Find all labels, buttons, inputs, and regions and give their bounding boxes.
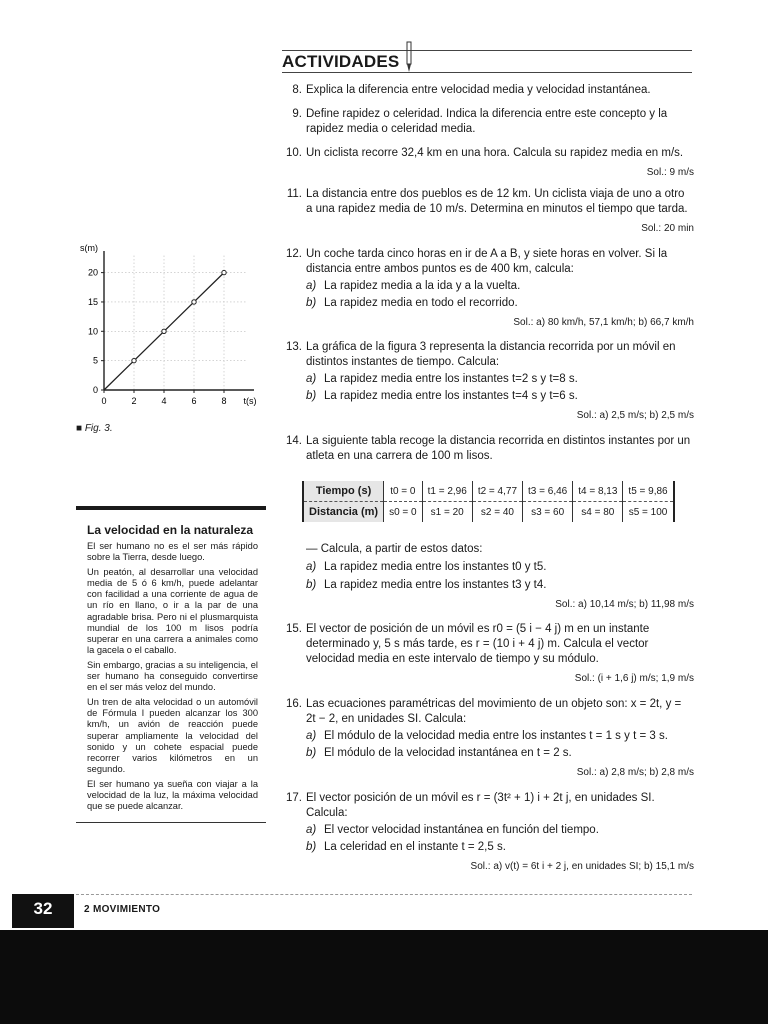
table-cell: s0 = 0 xyxy=(384,502,423,523)
exercise-text: La gráfica de la figura 3 representa la distancia recorrida por un móvil en distintos instantes de tiempo. Calcula: xyxy=(306,341,676,368)
sidebar-paragraph: El ser humano no es el ser más rápido sobre la Tierra, desde luego. xyxy=(87,541,258,563)
data-table-wrapper xyxy=(302,481,675,522)
sidebar-box xyxy=(76,506,266,823)
subitem-a: El módulo de la velocidad media entre los instantes t = 1 s y t = 3 s. xyxy=(324,730,668,742)
exercise-text: Un coche tarda cinco horas en ir de A a B, y siete horas en volver. Si la distancia entre ambos puntos es de 400 km, calcula: xyxy=(306,248,668,275)
exercise-number: 16. xyxy=(286,698,302,710)
subitem-b: La rapidez media en todo el recorrido. xyxy=(324,297,518,309)
exercise-10 xyxy=(282,146,694,180)
exercise-text: Define rapidez o celeridad. Indica la diferencia entre este concepto y la rapidez media o celeridad media. xyxy=(306,108,668,135)
figure-caption xyxy=(76,423,113,434)
subitem-a: La rapidez media a la ida y a la vuelta. xyxy=(324,280,521,292)
exercise-number: 11. xyxy=(286,188,302,200)
data-table xyxy=(302,481,675,522)
solution: Sol.: a) 2,5 m/s; b) 2,5 m/s xyxy=(576,410,694,421)
sidebar-paragraph: Un tren de alta velocidad o un automóvil de Fórmula I pueden alcanzar los 300 km/h, un avión de reacción puede superar ampliamente la velocidad del sonido y un cohete espacial puede recorrer varios kilómetros en un segundo. xyxy=(87,697,258,774)
bullet-square-icon: ■ xyxy=(76,423,83,434)
exercise-number: 12. xyxy=(286,248,302,260)
subitem-a: La rapidez media entre los instantes t0 y t5. xyxy=(324,561,547,573)
figure-caption-text: Fig. 3. xyxy=(84,423,113,434)
page-number: 32 xyxy=(12,894,74,928)
distance-time-chart xyxy=(70,240,270,420)
exercise-number: 14. xyxy=(286,435,302,447)
sidebar-paragraph: Sin embargo, gracias a su inteligencia, el ser humano ha conseguido convertirse en el ser más veloz del mundo. xyxy=(87,659,258,693)
y-tick-label: 0 xyxy=(92,385,98,395)
exercise-intro: — Calcula, a partir de estos datos: xyxy=(306,543,483,555)
exercise-text: Explica la diferencia entre velocidad media y velocidad instantánea. xyxy=(306,84,651,96)
table-cell: s4 = 80 xyxy=(573,502,623,523)
sidebar-title: La velocidad en la naturaleza xyxy=(87,523,254,537)
exercise-number: 8. xyxy=(292,84,302,96)
subitem-a: El vector velocidad instantánea en función del tiempo. xyxy=(324,824,599,836)
table-cell: t3 = 6,46 xyxy=(523,481,573,502)
activities-title: ACTIVIDADES xyxy=(282,52,400,71)
data-point xyxy=(192,300,196,304)
solution: Sol.: a) 10,14 m/s; b) 11,98 m/s xyxy=(555,599,694,610)
table-cell: s3 = 60 xyxy=(523,502,573,523)
solution: Sol.: 20 min xyxy=(641,223,694,234)
exercise-12: 12. Un coche tarda cinco horas en ir de A a B, y siete horas en volver. Si la distancia entre ambos puntos es de 400 km, calcula: a) La rapidez media a la ida y a la vuelta. b) La rapidez media en todo el recorrido. Sol.: a) 80 km/h, 57,1 km/h; b) 66,7 km/h xyxy=(282,247,694,330)
header-rule-bottom xyxy=(282,72,692,73)
exercise-11 xyxy=(282,187,694,236)
exercise-13: 13. La gráfica de la figura 3 representa la distancia recorrida por un móvil en distintos instantes de tiempo. Calcula: a) La rapidez media entre los instantes t=2 s y t=8 s. b) La rapidez media entre los instantes t=4 s y t=6 s. Sol.: a) 2,5 m/s; b) 2,5 m/s xyxy=(282,340,694,423)
x-tick-label: 4 xyxy=(161,396,167,406)
table-cell: s2 = 40 xyxy=(472,502,522,523)
exercise-number: 13. xyxy=(286,341,302,353)
header-rule-top xyxy=(282,50,692,51)
footer-rule xyxy=(76,894,692,895)
pencil-icon xyxy=(402,40,416,74)
exercise-text: El vector posición de un móvil es r = (3t² + 1) i + 2t j, en unidades SI. Calcula: xyxy=(306,792,655,819)
y-tick-label: 5 xyxy=(92,355,98,366)
exercise-9 xyxy=(282,107,694,137)
exercise-text: La distancia entre dos pueblos es de 12 km. Un ciclista viaja de uno a otro a una rapidez media de 10 m/s. Determina en minutos el tiempo que tarda. xyxy=(306,188,688,215)
exercise-17: 17. El vector posición de un móvil es r = (3t² + 1) i + 2t j, en unidades SI. Calcula: a) El vector velocidad instantánea en función del tiempo. b) La celeridad en el instante t = 2,5 s. Sol.: a) v(t) = 6t i + 2 j, en unidades SI; b) 15,1 m/s xyxy=(282,791,694,874)
solution: Sol.: 9 m/s xyxy=(646,167,694,178)
exercise-15 xyxy=(282,622,694,686)
x-tick-label: 8 xyxy=(221,396,227,406)
x-axis-label: t(s) xyxy=(243,396,257,406)
subitem-b: El módulo de la velocidad instantánea en t = 2 s. xyxy=(324,747,572,759)
table-cell: t1 = 2,96 xyxy=(422,481,472,502)
exercise-8 xyxy=(282,83,694,98)
table-cell: s5 = 100 xyxy=(623,502,674,523)
sidebar-paragraph: El ser humano ya sueña con viajar a la velocidad de la luz, la máxima velocidad que se puede alcanzar. xyxy=(87,778,258,812)
footer-dark-band xyxy=(0,930,768,1024)
exercise-number: 15. xyxy=(286,623,302,635)
exercise-16: 16. Las ecuaciones paramétricas del movimiento de un objeto son: x = 2t, y = 2t − 2, en unidades SI. Calcula: a) El módulo de la velocidad media entre los instantes t = 1 s y t = 3 s. b) El módulo de la velocidad instantánea en t = 2 s. Sol.: a) 2,8 m/s; b) 2,8 m/s xyxy=(282,697,694,780)
exercise-text: Un ciclista recorre 32,4 km en una hora. Calcula su rapidez media en m/s. xyxy=(306,147,684,159)
exercise-14 xyxy=(282,434,694,464)
subitem-a: La rapidez media entre los instantes t=2 s y t=8 s. xyxy=(324,373,578,385)
section-label: 2 MOVIMIENTO xyxy=(84,904,161,915)
subitem-b: La rapidez media entre los instantes t3 y t4. xyxy=(324,579,547,591)
table-cell: t5 = 9,86 xyxy=(623,481,674,502)
exercise-number: 17. xyxy=(286,792,302,804)
data-point xyxy=(162,329,166,333)
x-tick-label: 0 xyxy=(101,396,107,406)
subitem-b: La celeridad en el instante t = 2,5 s. xyxy=(324,841,506,853)
table-header-time: Tiempo (s) xyxy=(303,481,384,502)
activities-header xyxy=(282,50,692,74)
table-header-distance: Distancia (m) xyxy=(303,502,384,523)
solution: Sol.: (i + 1,6 j) m/s; 1,9 m/s xyxy=(574,673,694,684)
table-row xyxy=(303,502,674,523)
y-axis-label: s(m) xyxy=(80,243,98,253)
exercise-text: Las ecuaciones paramétricas del movimiento de un objeto son: x = 2t, y = 2t − 2, en unidades SI. Calcula: xyxy=(306,698,682,725)
solution: Sol.: a) 2,8 m/s; b) 2,8 m/s xyxy=(576,767,694,778)
solution: Sol.: a) 80 km/h, 57,1 km/h; b) 66,7 km/h xyxy=(513,317,694,328)
y-tick-label: 10 xyxy=(87,326,98,337)
table-cell: t0 = 0 xyxy=(384,481,423,502)
table-cell: s1 = 20 xyxy=(422,502,472,523)
exercise-text: El vector de posición de un móvil es r0 = (5 i − 4 j) m en un instante determinado y, 5 s más tarde, es r = (10 i + 4 j) m. Calcula el vector velocidad media en este intervalo de tiempo y su módulo. xyxy=(306,623,650,665)
data-point xyxy=(132,358,136,362)
exercise-text: La siguiente tabla recoge la distancia recorrida en distintos instantes por un atleta en una carrera de 100 m lisos. xyxy=(306,435,691,462)
x-tick-label: 2 xyxy=(131,396,137,406)
solution: Sol.: a) v(t) = 6t i + 2 j, en unidades SI; b) 15,1 m/s xyxy=(470,861,694,872)
subitem-b: La rapidez media entre los instantes t=4 s y t=6 s. xyxy=(324,390,578,402)
sidebar-paragraph: Un peatón, al desarrollar una velocidad media de 5 ó 6 km/h, puede adelantar con facilidad a una corriente de agua de un río en llano, o ir a la par de una agradable brisa. Pero ni el plusmarquista mundial de los 100 m lisos podría superar en una carrera a animales como la gacela o el caballo. xyxy=(87,567,258,655)
y-tick-label: 20 xyxy=(87,267,98,278)
exercise-number: 10. xyxy=(286,147,302,159)
table-cell: t4 = 8,13 xyxy=(573,481,623,502)
x-tick-label: 6 xyxy=(191,396,197,406)
exercise-14-questions: — Calcula, a partir de estos datos: a) La rapidez media entre los instantes t0 y t5. b) La rapidez media entre los instantes t3 y t4. Sol.: a) 10,14 m/s; b) 11,98 m/s xyxy=(282,542,694,612)
table-cell: t2 = 4,77 xyxy=(472,481,522,502)
table-row xyxy=(303,481,674,502)
exercise-number: 9. xyxy=(292,108,302,120)
y-tick-label: 15 xyxy=(87,296,98,307)
data-point xyxy=(222,270,226,274)
